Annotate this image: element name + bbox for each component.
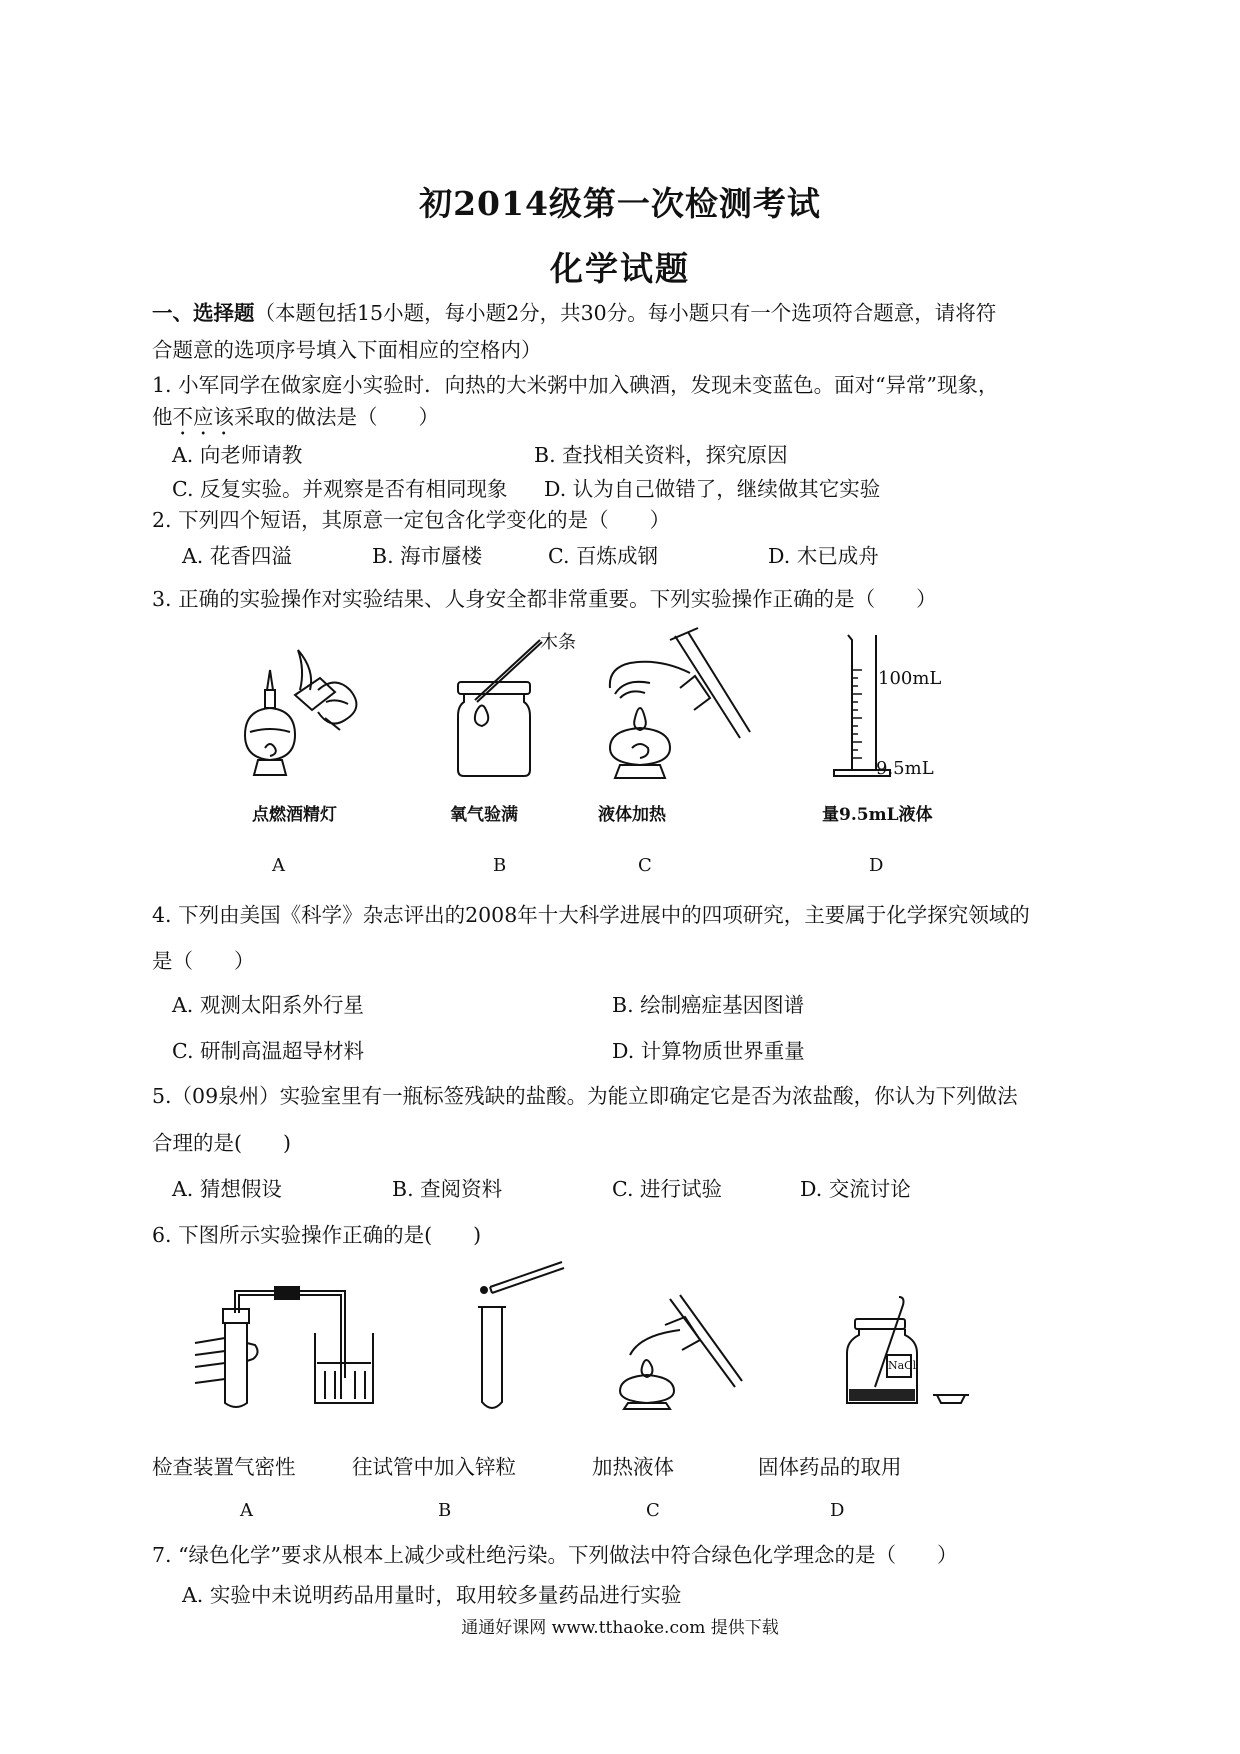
q7-stem: 7. “绿色化学”要求从根本上减少或杜绝污染。下列做法中符合绿色化学理念的是（ ） (152, 1543, 958, 1567)
q2-stem: 2. 下列四个短语，其原意一定包含化学变化的是（ ） (152, 508, 671, 532)
exam-subtitle: 化学试题 (550, 249, 690, 288)
q3-100ml-label: 100mL (878, 668, 942, 689)
q1-stem-line1: 1. 小军同学在做家庭小实验时．向热的大米粥中加入碘酒，发现未变蓝色。面对“异常”现象， (152, 373, 999, 397)
q3-caption-b: 氧气验满 (450, 805, 518, 825)
q3-figure-b-oxygen-test (440, 630, 580, 780)
q3-letter-b: B (493, 855, 507, 876)
q6-letter-a: A (240, 1500, 253, 1521)
q1-stem-emphasis: 不应该 (172, 405, 234, 429)
q4-option-a: A. 观测太阳系外行星 (172, 993, 364, 1017)
q3-stick-label: 木条 (540, 632, 576, 653)
q3-caption-d: 量9.5mL液体 (822, 805, 933, 825)
q6-figure-d-solid-reagent (845, 1297, 975, 1412)
q3-letter-a: A (272, 855, 285, 876)
q7-option-a: A. 实验中未说明药品用量时，取用较多量药品进行实验 (182, 1583, 682, 1607)
q5-stem-line1: 5.（09泉州）实验室里有一瓶标签残缺的盐酸。为能立即确定它是否为浓盐酸，你认为下列做法 (152, 1084, 1018, 1108)
q3-stem: 3. 正确的实验操作对实验结果、人身安全都非常重要。下列实验操作正确的是（ ） (152, 587, 937, 611)
q1-option-a: A. 向老师请教 (172, 443, 303, 467)
q5-option-b: B. 查阅资料 (392, 1177, 503, 1201)
q2-option-c: C. 百炼成钢 (548, 544, 658, 568)
q4-option-d: D. 计算物质世界重量 (612, 1039, 805, 1063)
cylinder-ticks (852, 670, 862, 758)
q6-nacl-label: NaCl (888, 1359, 917, 1372)
q6-letter-d: D (830, 1500, 845, 1521)
q6-stem: 6. 下图所示实验操作正确的是( ) (152, 1223, 482, 1247)
q5-option-d: D. 交流讨论 (800, 1177, 911, 1201)
q2-option-a: A. 花香四溢 (182, 544, 292, 568)
q3-figure-a-lighting-lamp (240, 640, 380, 780)
q6-caption-d: 固体药品的取用 (758, 1455, 902, 1479)
exam-title: 初2014级第一次检测考试 (419, 184, 821, 223)
q4-stem-line1: 4. 下列由美国《科学》杂志评出的2008年十大科学进展中的四项研究，主要属于化学探究领域的 (152, 903, 1030, 927)
q6-caption-a: 检查装置气密性 (152, 1455, 296, 1479)
q3-letter-c: C (638, 855, 652, 876)
q1-stem-line2 (152, 400, 439, 440)
q4-option-c: C. 研制高温超导材料 (172, 1039, 364, 1063)
section1-intro (152, 296, 996, 326)
q5-option-a: A. 猜想假设 (172, 1177, 282, 1201)
q2-option-d: D. 木已成舟 (768, 544, 879, 568)
q3-caption-a: 点燃酒精灯 (252, 805, 337, 825)
q3-9-5ml-label: 9.5mL (876, 758, 934, 779)
q6-letter-c: C (646, 1500, 660, 1521)
q6-figure-c-heating (610, 1295, 750, 1410)
q1-stem-post: 采取的做法是（ ） (234, 405, 439, 429)
q1-option-c: C. 反复实验。并观察是否有相同现象 (172, 477, 508, 501)
q2-option-b: B. 海市蜃楼 (372, 544, 483, 568)
section1-intro-line1: （本题包括15小题，每小题2分，共30分。每小题只有一个选项符合题意，请将符 (254, 301, 997, 325)
section1-intro-line2: 合题意的选项序号填入下面相应的空格内） (152, 338, 542, 362)
q6-caption-b: 往试管中加入锌粒 (352, 1455, 516, 1479)
q5-option-c: C. 进行试验 (612, 1177, 722, 1201)
q6-figure-a-airtightness (195, 1283, 380, 1413)
q4-stem-line2: 是（ ） (152, 949, 255, 973)
q5-stem-line2: 合理的是( ) (152, 1131, 291, 1155)
q6-figure-b-zinc (470, 1262, 570, 1417)
q1-stem-pre: 他 (152, 405, 173, 429)
section1-heading: 一、选择题 (152, 301, 255, 325)
q3-figure-c-heating-liquid (590, 628, 760, 788)
q3-letter-d: D (869, 855, 884, 876)
q6-caption-c: 加热液体 (592, 1455, 674, 1479)
q1-option-b: B. 查找相关资料，探究原因 (534, 443, 788, 467)
q6-letter-b: B (438, 1500, 452, 1521)
footer-credit: 通通好课网 www.tthaoke.com 提供下载 (461, 1618, 779, 1638)
q4-option-b: B. 绘制癌症基因图谱 (612, 993, 805, 1017)
q3-caption-c: 液体加热 (598, 805, 666, 825)
q1-option-d: D. 认为自己做错了，继续做其它实验 (544, 477, 881, 501)
